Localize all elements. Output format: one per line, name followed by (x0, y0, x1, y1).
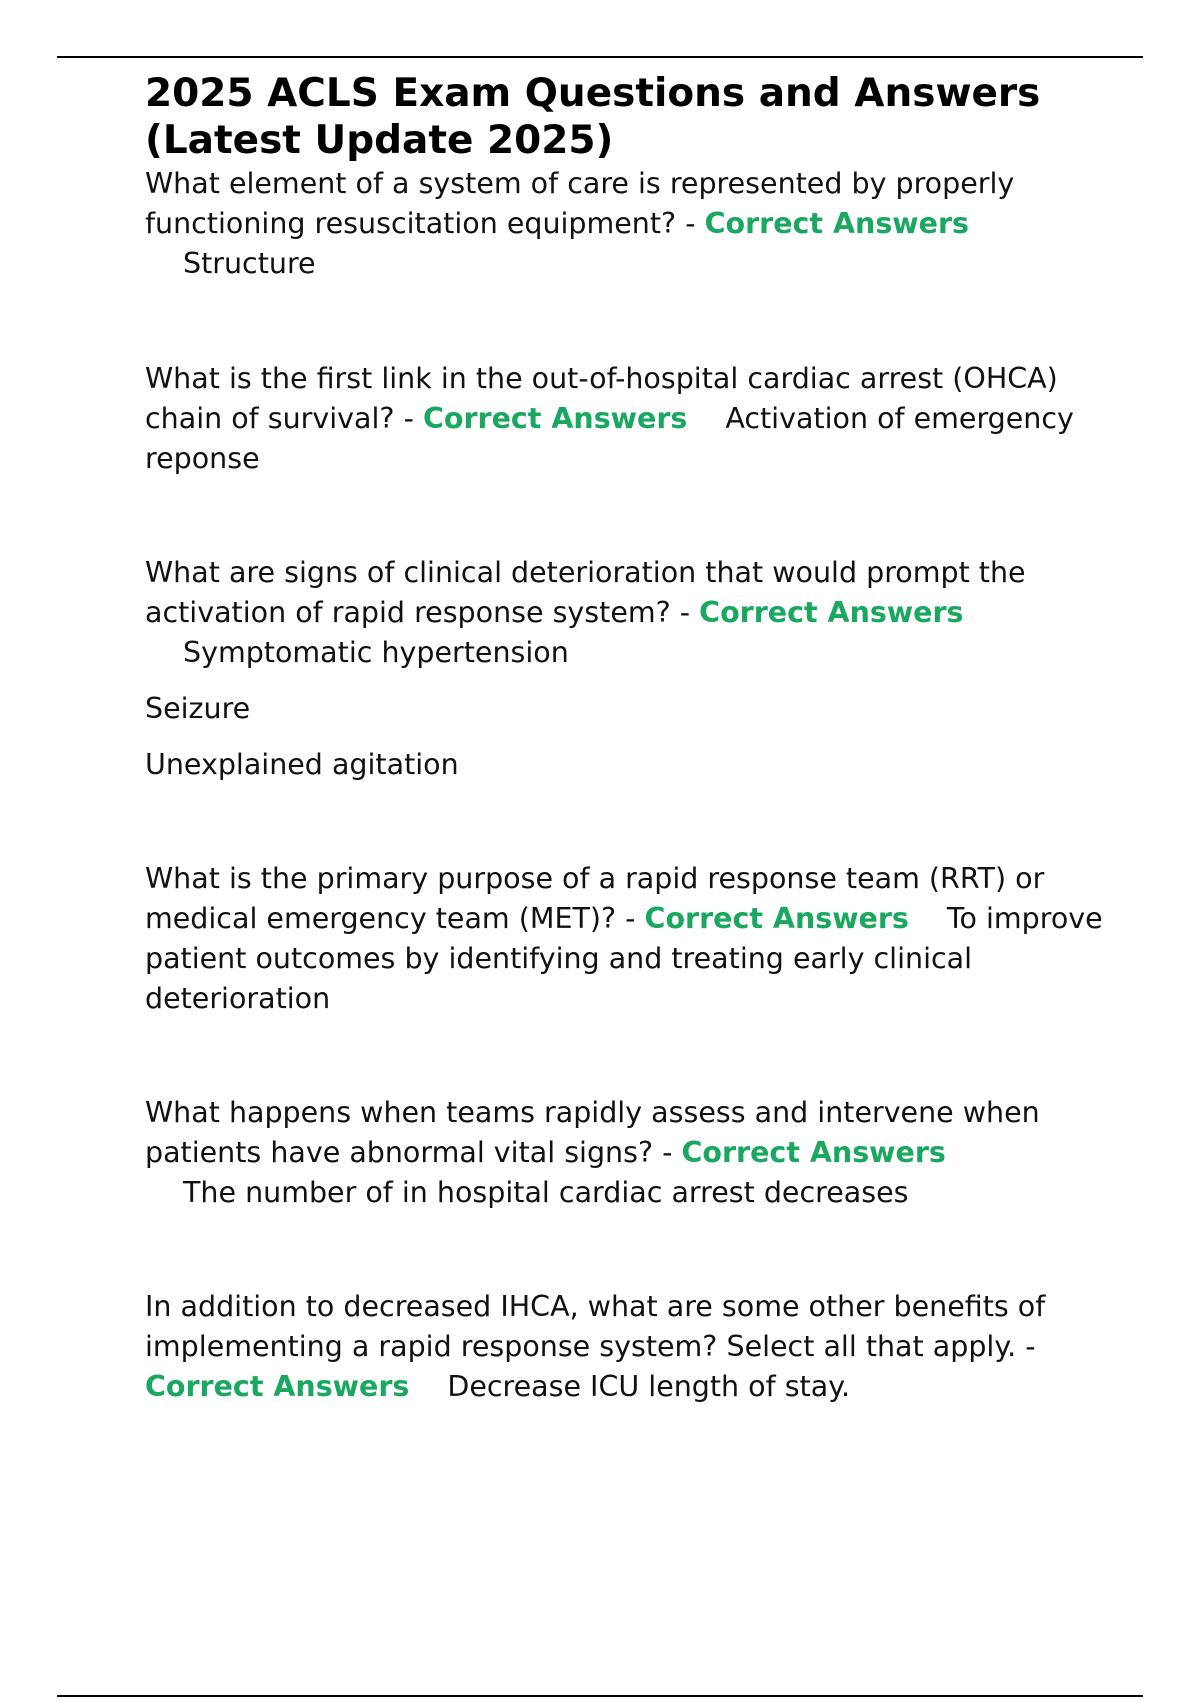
extra-answer-agitation: Unexplained agitation (145, 748, 459, 781)
separator: - (616, 902, 645, 935)
document-body (145, 70, 1105, 1407)
question-text: What is the first link in the out-of-hospital cardiac arrest (OHCA) chain of survival? (145, 362, 1058, 435)
qa-item-2 (145, 359, 1105, 479)
answer-text: Activation of emergency reponse (145, 402, 1074, 475)
question-text: What happens when teams rapidly assess and intervene when patients have abnormal vital signs? (145, 1096, 1040, 1169)
title-line-1: 2025 ACLS Exam Questions and Answers (145, 71, 1041, 116)
answer-text: Structure (183, 247, 316, 280)
question-text: What are signs of clinical deterioration that would prompt the activation of rapid response system? (145, 556, 1026, 629)
correct-answers-label: Correct Answers (699, 596, 964, 629)
separator: - (676, 207, 705, 240)
question-text: What element of a system of care is represented by properly functioning resuscitation equipment? (145, 167, 1015, 240)
qa-item-4 (145, 859, 1105, 1019)
correct-answers-label: Correct Answers (145, 1370, 410, 1403)
page-title (145, 70, 1105, 164)
title-line-2: (Latest Update 2025) (145, 118, 614, 163)
separator: - (653, 1136, 682, 1169)
qa-item-3 (145, 553, 1105, 785)
header-rule (57, 56, 1143, 58)
separator: - (670, 596, 700, 629)
answer-text: The number of in hospital cardiac arrest decreases (183, 1176, 909, 1209)
answer-text: Decrease ICU length of stay. (447, 1370, 851, 1403)
extra-answer-seizure: Seizure (145, 692, 251, 725)
correct-answers-label: Correct Answers (704, 207, 969, 240)
correct-answers-label: Correct Answers (644, 902, 909, 935)
footer-rule (57, 1695, 1143, 1697)
answer-text: To improve patient outcomes by identifying and treating early clinical deterioration (145, 902, 1103, 1015)
question-text: What is the primary purpose of a rapid response team (RRT) or medical emergency team (MET)? (145, 862, 1045, 935)
qa-item-6 (145, 1287, 1105, 1407)
qa-item-5 (145, 1093, 1105, 1213)
question-text: In addition to decreased IHCA, what are some other benefits of implementing a rapid response system? Select all that apply. (145, 1290, 1046, 1363)
separator: - (394, 402, 423, 435)
separator: - (1016, 1330, 1036, 1363)
correct-answers-label: Correct Answers (422, 402, 688, 435)
answer-text: Symptomatic hypertension (183, 636, 569, 669)
qa-item-1 (145, 164, 1105, 284)
correct-answers-label: Correct Answers (681, 1136, 946, 1169)
